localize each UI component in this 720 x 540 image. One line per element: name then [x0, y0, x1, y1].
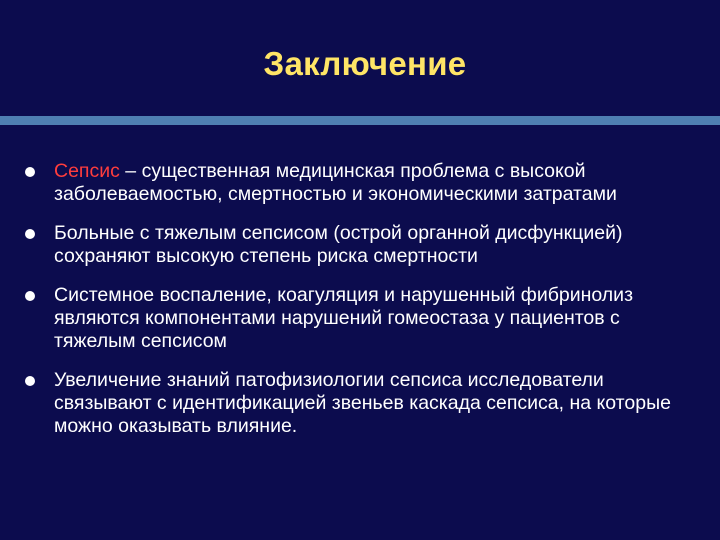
bullet-text: – существенная медицинская проблема с высокой заболеваемостью, смертностью и экономическими затратами	[54, 160, 617, 205]
bullet-dot-icon	[25, 229, 35, 239]
slide-title: Заключение	[263, 45, 467, 82]
bullet-highlight-term: Сепсис	[54, 160, 120, 182]
bullet-item-4	[0, 369, 720, 438]
bullet-dot-icon	[25, 291, 35, 301]
bullet-dot-icon	[25, 376, 35, 386]
bullet-item-3	[0, 284, 720, 353]
bullet-item-1	[0, 160, 720, 206]
bullet-list	[0, 160, 720, 454]
bullet-dot-icon	[25, 167, 35, 177]
bullet-item-2	[0, 222, 720, 268]
bullet-text: Системное воспаление, коагуляция и нарушенный фибринолиз являются компонентами нарушений гомеостаза у пациентов с тяжелым сепсисом	[54, 284, 634, 352]
bullet-text: Увеличение знаний патофизиологии сепсиса исследователи связывают с идентификацией звеньев каскада сепсиса, на которые можно оказывать влияние.	[54, 369, 671, 437]
bullet-text: Больные с тяжелым сепсисом (острой органной дисфункцией) сохраняют высокую степень риска смертности	[54, 222, 623, 267]
title-divider-bar	[0, 116, 720, 125]
